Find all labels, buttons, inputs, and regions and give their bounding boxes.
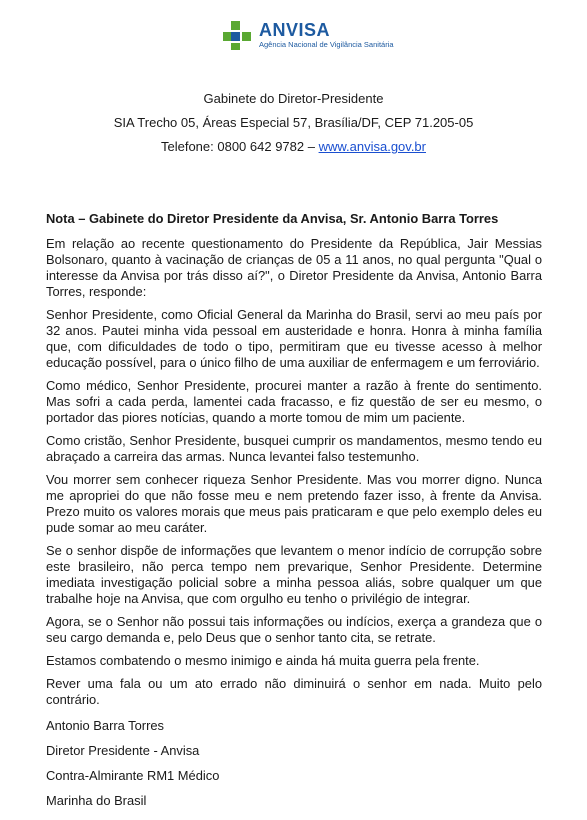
note-title: Nota – Gabinete do Diretor Presidente da Anvisa, Sr. Antonio Barra Torres [46,211,499,226]
paragraph: Vou morrer sem conhecer riqueza Senhor Presidente. Mas vou morrer digno. Nunca me apropriei do que não fosse meu e nem pretendo fazer isso, à frente da Anvisa. Prezo muito os valores morais que meus pais praticaram e que pelo exemplo deles eu pude somar ao meu caráter. [46,472,542,535]
anvisa-logo [221,18,394,52]
signature-org: Marinha do Brasil [46,793,147,808]
logo-subtitle: Agência Nacional de Vigilância Sanitária [259,40,394,50]
office-line: Gabinete do Diretor-Presidente [203,91,384,106]
signature-role: Diretor Presidente - Anvisa [46,743,200,758]
paragraph: Senhor Presidente, como Oficial General da Marinha do Brasil, servi ao meu país por 32 anos. Pautei minha vida pessoal em austeridade e honra. Honra à minha família que, com dificuldades de todo o tipo, permitiram que eu tivesse acesso à melhor educação possível, para o único filho de uma auxiliar de enfermagem e um ferroviário. [46,307,542,370]
paragraph: Em relação ao recente questionamento do Presidente da República, Jair Messias Bolsonaro, quanto à vacinação de crianças de 05 a 11 anos, no qual pergunta "Qual o interesse da Anvisa por trás disso aí?", o Diretor Presidente da Anvisa, Antonio Barra Torres, responde: [46,236,542,299]
logo-name: ANVISA [259,20,331,41]
paragraph: Como cristão, Senhor Presidente, busquei cumprir os mandamentos, mesmo tendo eu abraçado a carreira das armas. Nunca levantei falso testemunho. [46,433,542,464]
anvisa-cross-icon [221,19,253,51]
website-link[interactable]: www.anvisa.gov.br [318,139,426,154]
paragraph: Agora, se o Senhor não possui tais informações ou indícios, exerça a grandeza que o seu cargo demanda e, pelo Deus que o senhor tanto cita, se retrate. [46,614,542,645]
address-line: SIA Trecho 05, Áreas Especial 57, Brasília/DF, CEP 71.205-05 [113,115,474,130]
paragraph: Estamos combatendo o mesmo inimigo e ainda há muita guerra pela frente. [46,653,480,668]
contact-line [0,139,587,154]
paragraph: Como médico, Senhor Presidente, procurei manter a razão à frente do sentimento. Mas sofri a cada perda, lamentei cada fracasso, e fiz questão de ser eu mesmo, o portador das piores notícias, quando a morte tomou de mim um paciente. [46,378,542,425]
note-body [46,211,542,715]
paragraph: Se o senhor dispõe de informações que levantem o menor indício de corrupção sobre este brasileiro, não perca tempo nem prevarique, Senhor Presidente. Determine imediata investigação policial sobre a minha pessoa aliás, sobre qualquer um que trabalhe hoje na Anvisa, que com orgulho eu tenho o privilégio de integrar. [46,543,542,606]
phone-text: Telefone: 0800 642 9782 – [160,139,315,154]
signature-rank: Contra-Almirante RM1 Médico [46,768,220,783]
paragraph: Rever uma fala ou um ato errado não diminuirá o senhor em nada. Muito pelo contrário. [46,676,542,707]
signature-name: Antonio Barra Torres [46,718,164,733]
